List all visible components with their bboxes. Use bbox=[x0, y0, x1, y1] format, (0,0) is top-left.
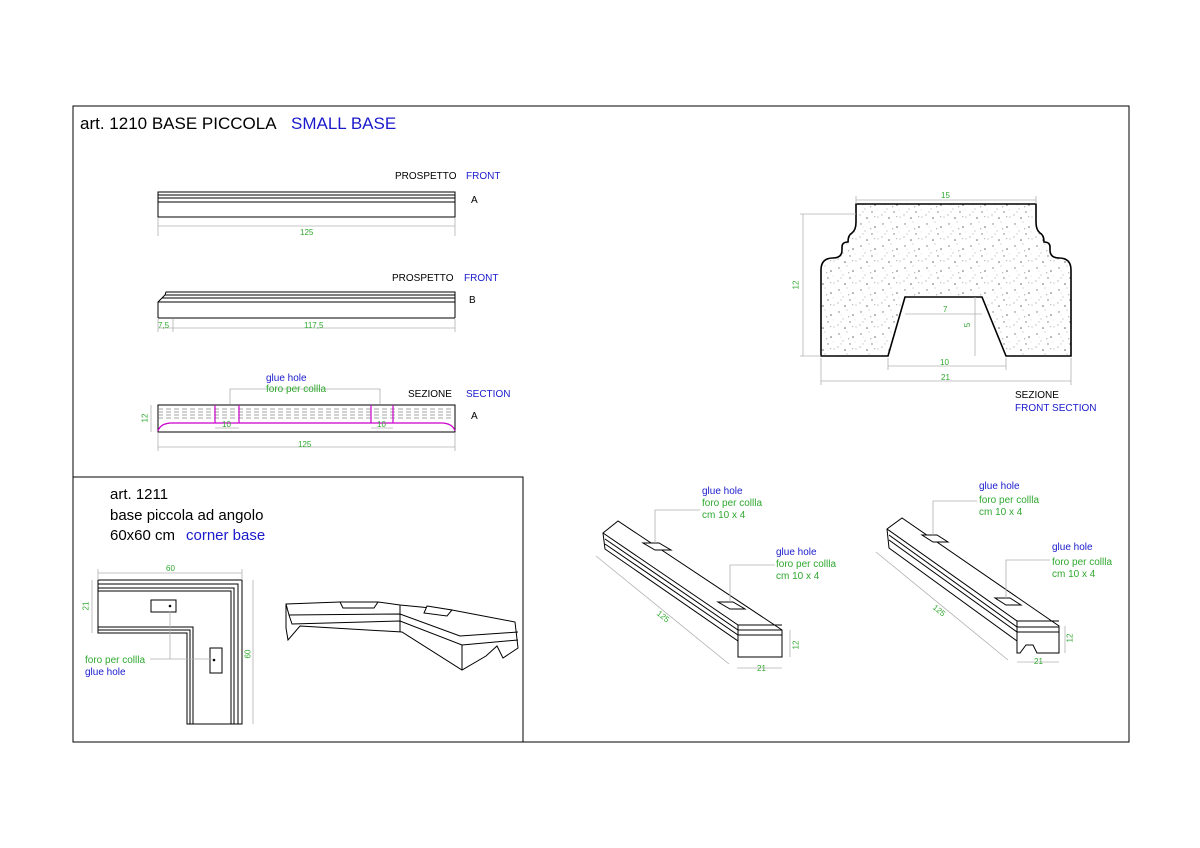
front-a-label-it: PROSPETTO bbox=[395, 171, 457, 182]
iso-b-dim-width: 21 bbox=[1034, 657, 1043, 666]
corner-dim-left: 21 bbox=[81, 601, 91, 611]
section-a-dim-length: 125 bbox=[298, 440, 312, 449]
front-b-label-en: FRONT bbox=[464, 273, 499, 284]
corner-code: art. 1211 bbox=[110, 486, 169, 503]
corner-dim-right: 60 bbox=[243, 649, 253, 659]
iso-b-glue1-en: glue hole bbox=[979, 481, 1020, 492]
front-a-letter: A bbox=[471, 195, 478, 206]
iso-b-dim-height: 12 bbox=[1065, 633, 1075, 643]
front-section-dim-slot-bottom: 10 bbox=[940, 358, 949, 367]
front-b-dim-short: 7,5 bbox=[158, 321, 170, 330]
corner-glue-it: foro per collla bbox=[85, 655, 146, 666]
corner-desc-it: base piccola ad angolo bbox=[110, 507, 264, 524]
iso-a-block bbox=[603, 521, 782, 657]
corner-isometric bbox=[286, 602, 518, 670]
iso-a-glue1-en: glue hole bbox=[702, 486, 743, 497]
iso-a-glue2-en: glue hole bbox=[776, 547, 817, 558]
front-section-dim-height: 12 bbox=[791, 280, 801, 290]
front-b-letter: B bbox=[469, 295, 476, 306]
section-a-dim-hole-left: 10 bbox=[222, 420, 231, 429]
front-section-dim-width: 21 bbox=[941, 373, 950, 382]
front-b-elevation bbox=[158, 292, 455, 318]
iso-a-dim-length: 125 bbox=[654, 608, 672, 625]
section-a-dim-hole-right: 10 bbox=[377, 420, 386, 429]
iso-b-glue1-size: cm 10 x 4 bbox=[979, 507, 1023, 518]
corner-size: 60x60 cm bbox=[110, 527, 176, 544]
front-a-label-en: FRONT bbox=[466, 171, 501, 182]
front-a-elevation bbox=[158, 192, 455, 217]
corner-dim-top: 60 bbox=[166, 564, 175, 573]
iso-b-block bbox=[887, 518, 1059, 653]
iso-a-glue2-it: foro per collla bbox=[776, 559, 837, 570]
iso-b-dim-length: 125 bbox=[930, 602, 948, 619]
iso-a-glue1-it: foro per collla bbox=[702, 498, 763, 509]
iso-b-glue1-it: foro per collla bbox=[979, 495, 1040, 506]
section-a-hole-marks bbox=[215, 405, 393, 423]
section-a-glue-it: foro per collla bbox=[266, 384, 327, 395]
corner-desc-en: corner base bbox=[186, 527, 266, 544]
front-section-label-it: SEZIONE bbox=[1015, 390, 1059, 401]
section-a-dim-height: 12 bbox=[140, 413, 150, 423]
main-title-code: art. 1210 BASE PICCOLA bbox=[80, 114, 277, 133]
section-a-label-it: SEZIONE bbox=[408, 389, 452, 400]
iso-b-glue2-it: foro per collla bbox=[1052, 557, 1113, 568]
iso-a-glue2-size: cm 10 x 4 bbox=[776, 571, 820, 582]
front-section-dim-top: 15 bbox=[941, 191, 950, 200]
section-a-glue-en: glue hole bbox=[266, 373, 307, 384]
front-section-dim-slot-top: 7 bbox=[943, 305, 948, 314]
iso-a-dim-height: 12 bbox=[791, 640, 801, 650]
iso-a-glue1-size: cm 10 x 4 bbox=[702, 510, 746, 521]
front-b-label-it: PROSPETTO bbox=[392, 273, 454, 284]
section-a-label-en: SECTION bbox=[466, 389, 511, 400]
front-b-dim-long: 117,5 bbox=[304, 321, 324, 330]
iso-a-dim-width: 21 bbox=[757, 664, 766, 673]
section-a-letter: A bbox=[471, 411, 478, 422]
front-section-profile bbox=[821, 204, 1071, 356]
front-a-dim-length: 125 bbox=[300, 228, 314, 237]
front-section-label-en: FRONT SECTION bbox=[1015, 403, 1097, 414]
front-section-dim-slot-height: 5 bbox=[963, 322, 973, 328]
corner-glue-en: glue hole bbox=[85, 667, 126, 678]
section-a-body bbox=[158, 405, 455, 432]
iso-b-glue2-en: glue hole bbox=[1052, 542, 1093, 553]
main-title-english: SMALL BASE bbox=[291, 114, 397, 133]
iso-b-glue2-size: cm 10 x 4 bbox=[1052, 569, 1096, 580]
corner-plan-dim-lines bbox=[92, 569, 253, 724]
